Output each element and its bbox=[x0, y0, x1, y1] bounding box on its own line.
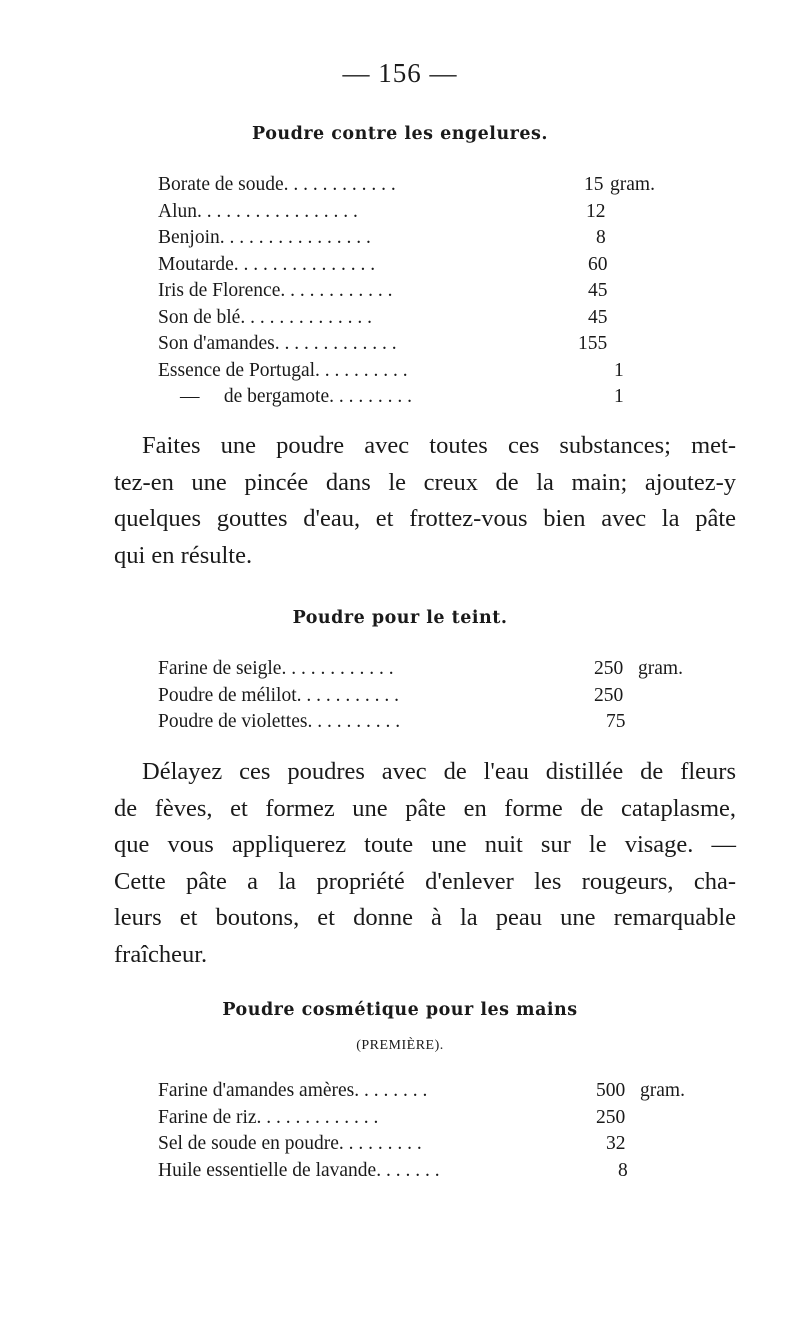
ingredient-unit: gram. bbox=[638, 658, 683, 679]
ingredient-name: Poudre de violettes. . . . . . . . . . bbox=[158, 711, 401, 732]
section-title-mains: Poudre cosmétique pour les mains bbox=[222, 1000, 578, 1020]
paragraph-line: Délayez ces poudres avec de l'eau distillée de fleurs bbox=[142, 758, 736, 785]
section-title-engelures: Poudre contre les engelures. bbox=[252, 124, 548, 144]
ingredient-row bbox=[158, 709, 698, 736]
paragraph-line: de fèves, et formez une pâte en forme de cataplasme, bbox=[114, 794, 736, 822]
ingredient-quantity: 12 bbox=[586, 200, 606, 222]
paragraph-line: Cette pâte a la propriété d'enlever les rougeurs, cha- bbox=[114, 867, 736, 895]
ingredient-quantity: 60 bbox=[588, 253, 608, 275]
ingredient-row bbox=[158, 331, 698, 358]
ingredient-name: Son de blé. . . . . . . . . . . . . . bbox=[158, 306, 372, 328]
ingredient-list-engelures bbox=[158, 172, 698, 411]
ingredient-name: Son d'amandes. . . . . . . . . . . . . bbox=[158, 333, 397, 354]
ingredient-row bbox=[158, 252, 698, 279]
ingredient-quantity: 8 bbox=[618, 1159, 628, 1181]
ingredient-unit: gram. bbox=[640, 1080, 685, 1101]
ingredient-name: Moutarde. . . . . . . . . . . . . . . bbox=[158, 253, 376, 275]
ingredient-row bbox=[158, 1158, 698, 1185]
ingredient-quantity: 250 bbox=[596, 1106, 626, 1128]
ingredient-list-mains bbox=[158, 1078, 698, 1184]
page-number: — 156 — bbox=[342, 58, 458, 88]
ingredient-quantity: 75 bbox=[606, 711, 626, 732]
section-subtitle-mains: (PREMIÈRE). bbox=[356, 1038, 444, 1053]
paragraph-line: Faites une poudre avec toutes ces substances; met- bbox=[142, 432, 736, 459]
ingredient-row bbox=[158, 278, 698, 305]
ingredient-name: Huile essentielle de lavande. . . . . . . bbox=[158, 1159, 440, 1181]
ingredient-name: Benjoin. . . . . . . . . . . . . . . . bbox=[158, 227, 371, 248]
ingredient-quantity: 1 bbox=[614, 359, 624, 381]
ingredient-quantity: 8 bbox=[596, 227, 606, 248]
ingredient-row bbox=[158, 305, 698, 332]
ingredient-quantity: 500 bbox=[596, 1080, 626, 1101]
ingredient-quantity: 1 bbox=[614, 386, 624, 407]
ingredient-quantity: 250 bbox=[594, 658, 624, 679]
ingredient-row bbox=[158, 384, 698, 411]
ingredient-row bbox=[158, 225, 698, 252]
ingredient-quantity: 32 bbox=[606, 1133, 626, 1154]
ingredient-row bbox=[158, 172, 698, 199]
paragraph-line: que vous appliquerez toute une nuit sur le visage. — bbox=[114, 831, 736, 858]
ingredient-name: Borate de soude. . . . . . . . . . . . bbox=[158, 174, 396, 195]
ingredient-quantity: 45 bbox=[588, 306, 608, 328]
ingredient-row bbox=[158, 199, 698, 226]
ingredient-name: Farine d'amandes amères. . . . . . . . bbox=[158, 1080, 428, 1101]
paragraph-line: tez-en une pincée dans le creux de la main; ajoutez-y bbox=[114, 468, 736, 496]
ingredient-unit: gram. bbox=[610, 174, 655, 195]
ingredient-name: — de bergamote. . . . . . . . . bbox=[180, 386, 412, 407]
ingredient-name: Alun. . . . . . . . . . . . . . . . . bbox=[158, 200, 358, 222]
ingredient-row bbox=[158, 683, 698, 710]
section-title-teint: Poudre pour le teint. bbox=[292, 608, 508, 628]
ingredient-row bbox=[158, 1078, 698, 1105]
ingredient-name: Sel de soude en poudre. . . . . . . . . bbox=[158, 1133, 422, 1154]
ingredient-name: Farine de riz. . . . . . . . . . . . . bbox=[158, 1106, 379, 1128]
ingredient-row bbox=[158, 656, 698, 683]
ingredient-row bbox=[158, 358, 698, 385]
ingredient-quantity: 15 bbox=[584, 174, 604, 195]
paragraph-line: fraîcheur. bbox=[114, 940, 208, 968]
paragraph-line: leurs et boutons, et donne à la peau une remarquable bbox=[114, 904, 736, 931]
ingredient-row bbox=[158, 1105, 698, 1132]
ingredient-quantity: 45 bbox=[588, 280, 608, 301]
instructions-engelures bbox=[114, 428, 736, 574]
paragraph-line: qui en résulte. bbox=[114, 541, 253, 569]
ingredient-quantity: 250 bbox=[594, 684, 624, 706]
ingredient-name: Iris de Florence. . . . . . . . . . . . bbox=[158, 280, 393, 301]
ingredient-name: Essence de Portugal. . . . . . . . . . bbox=[158, 359, 408, 381]
ingredient-name: Poudre de mélilot. . . . . . . . . . . bbox=[158, 684, 400, 706]
ingredient-row bbox=[158, 1131, 698, 1158]
instructions-teint bbox=[114, 754, 736, 973]
ingredient-quantity: 155 bbox=[578, 333, 608, 354]
paragraph-line: quelques gouttes d'eau, et frottez-vous bien avec la pâte bbox=[114, 505, 736, 532]
ingredient-list-teint bbox=[158, 656, 698, 736]
ingredient-name: Farine de seigle. . . . . . . . . . . . bbox=[158, 658, 394, 679]
